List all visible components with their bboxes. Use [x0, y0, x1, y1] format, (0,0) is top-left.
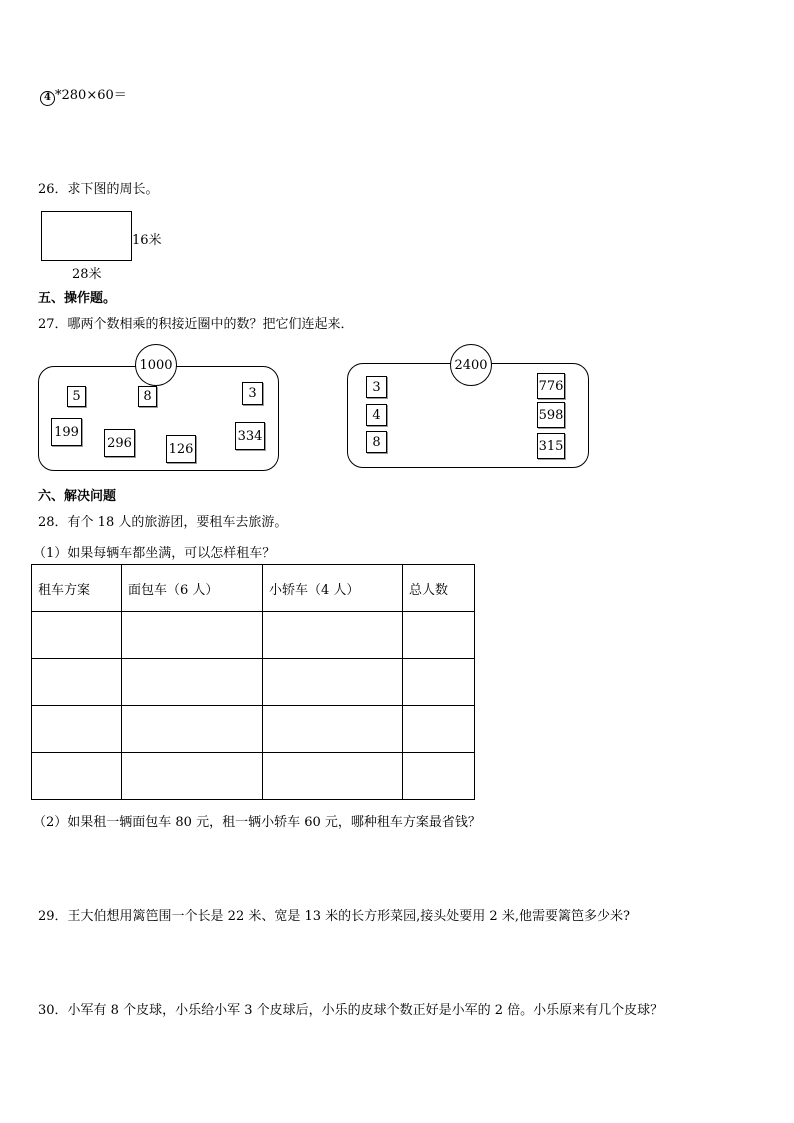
left-target-circle: 1000: [135, 344, 177, 386]
rectangle-height-label: 16米: [132, 233, 162, 248]
section5-heading: 五、操作题。: [38, 291, 117, 306]
left-number-box: 3: [242, 382, 263, 405]
table-header-cell: 总人数: [403, 565, 475, 612]
left-number-box: 5: [67, 386, 86, 407]
right-number-box: 8: [366, 431, 387, 453]
table-cell[interactable]: [403, 706, 475, 753]
right-number-box: 598: [537, 402, 565, 428]
table-header-cell: 租车方案: [32, 565, 122, 612]
right-number-box: 315: [537, 433, 565, 459]
right-number-box: 3: [366, 376, 387, 398]
q25-item4-expression: *280×60＝: [55, 88, 127, 103]
perimeter-rectangle: [41, 211, 132, 261]
table-cell[interactable]: [32, 706, 122, 753]
table-row: [32, 706, 475, 753]
table-cell[interactable]: [263, 659, 403, 706]
table-row: [32, 612, 475, 659]
table-cell[interactable]: [32, 753, 122, 800]
table-cell[interactable]: [263, 753, 403, 800]
rectangle-width-label: 28米: [72, 267, 102, 282]
table-row: [32, 659, 475, 706]
table-cell[interactable]: [403, 612, 475, 659]
q27-title: 27．哪两个数相乘的积接近圈中的数？把它们连起来．: [38, 317, 354, 332]
q28-sub1: （1）如果每辆车都坐满，可以怎样租车？: [33, 546, 276, 561]
table-cell[interactable]: [122, 753, 263, 800]
section6-heading: 六、解决问题: [38, 489, 117, 504]
right-number-box: 776: [537, 373, 565, 399]
table-header-cell: 面包车（6 人）: [122, 565, 263, 612]
q28-title: 28．有个 18 人的旅游团，要租车去旅游。: [38, 515, 288, 530]
left-number-box: 199: [51, 418, 82, 446]
table-header-row: [32, 565, 475, 612]
q26-title: 26．求下图的周长。: [38, 182, 159, 197]
q30-text: 30．小军有 8 个皮球，小乐给小军 3 个皮球后，小乐的皮球个数正好是小军的 2 倍。小乐原来有几个皮球？: [38, 1003, 664, 1018]
rental-plan-table: [31, 564, 475, 800]
table-cell[interactable]: [122, 706, 263, 753]
table-cell[interactable]: [122, 659, 263, 706]
left-number-box: 126: [166, 435, 196, 463]
left-number-box: 296: [104, 429, 135, 457]
q29-text: 29．王大伯想用篱笆围一个长是 22 米、宽是 13 米的长方形菜园,接头处要用 2 米,他需要篱笆多少米?: [38, 909, 630, 924]
right-target-circle: 2400: [450, 344, 492, 386]
table-header-cell: 小轿车（4 人）: [263, 565, 403, 612]
table-row: [32, 753, 475, 800]
table-cell[interactable]: [122, 612, 263, 659]
table-cell[interactable]: [32, 612, 122, 659]
left-number-box: 8: [138, 386, 157, 407]
q25-item4: [40, 84, 127, 106]
left-number-box: 334: [235, 422, 265, 450]
circled-number-4: 4: [40, 91, 55, 106]
table-cell[interactable]: [403, 659, 475, 706]
table-cell[interactable]: [403, 753, 475, 800]
q28-sub2: （2）如果租一辆面包车 80 元，租一辆小轿车 60 元，哪种租车方案最省钱？: [33, 815, 481, 830]
table-cell[interactable]: [32, 659, 122, 706]
right-number-box: 4: [366, 404, 387, 426]
table-cell[interactable]: [263, 706, 403, 753]
table-cell[interactable]: [263, 612, 403, 659]
